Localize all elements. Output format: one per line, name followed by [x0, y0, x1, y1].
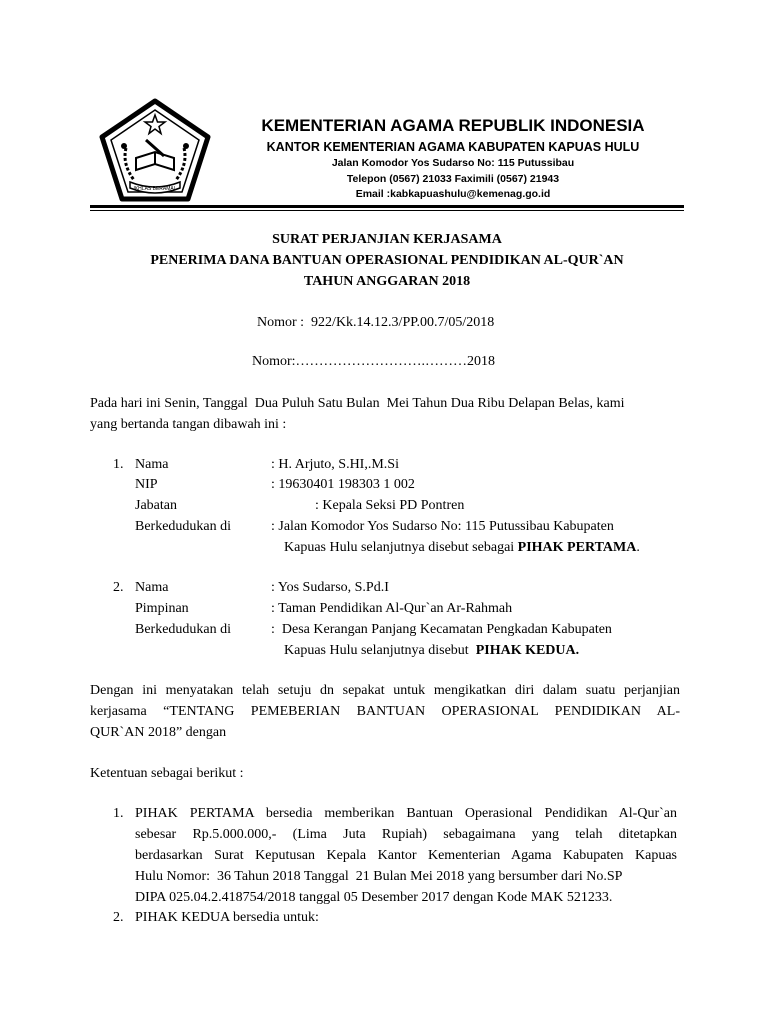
office-address: Jalan Komodor Yos Sudarso No: 115 Putussibau: [331, 157, 575, 169]
party-one-position-value: : Kepala Seksi PD Pontren: [315, 498, 465, 513]
provision-1-line-2: sebesar Rp.5.000.000,- (Lima Juta Rupiah) sebagaimana yang telah ditetapkan: [135, 827, 677, 842]
party-two-leader-label: Pimpinan: [135, 601, 189, 616]
intro-line-2: yang bertanda tangan dibawah ini :: [90, 417, 287, 432]
party-two-location-value: : Desa Kerangan Panjang Kecamatan Pengkadan Kabupaten: [271, 622, 612, 637]
statement-line-1: Dengan ini menyatakan telah setuju dn sepakat untuk mengikatkan diri dalam suatu perjanjian: [90, 683, 680, 698]
party-one-number: 1.: [113, 457, 124, 472]
party-two-role: PIHAK KEDUA.: [475, 643, 580, 658]
provision-1-line-4: Hulu Nomor: 36 Tahun 2018 Tanggal 21 Bulan Mei 2018 yang bersumber dari No.SP: [135, 869, 623, 884]
title-line-3: TAHUN ANGGARAN 2018: [303, 274, 471, 289]
letterhead-rule-thin: [90, 210, 684, 211]
party-one-position-label: Jabatan: [135, 498, 177, 513]
letterhead-rule-thick: [90, 205, 684, 208]
provision-1-line-1: PIHAK PERTAMA bersedia memberikan Bantuan Operasional Pendidikan Al-Qur`an: [135, 806, 677, 821]
title-line-1: SURAT PERJANJIAN KERJASAMA: [272, 232, 502, 247]
party-one-role: PIHAK PERTAMA: [517, 540, 637, 555]
party-two-designation-text: Kapuas Hulu selanjutnya disebut: [284, 643, 476, 658]
office-phone: Telepon (0567) 21033 Faximili (0567) 21943: [346, 173, 560, 185]
party-one-name-value: : H. Arjuto, S.HI,.M.Si: [271, 457, 399, 472]
party-two-name-label: Nama: [135, 580, 169, 595]
party-two-location-label: Berkedudukan di: [135, 622, 232, 637]
party-one-location-continued: [284, 537, 640, 559]
provision-1-line-5: DIPA 025.04.2.418754/2018 tanggal 05 Desember 2017 dengan Kode MAK 521233.: [135, 890, 613, 905]
party-one-designation-text: Kapuas Hulu selanjutnya disebut sebagai: [284, 540, 518, 555]
office-name: KANTOR KEMENTERIAN AGAMA KABUPATEN KAPUAS HULU: [266, 140, 640, 154]
provisions-heading: Ketentuan sebagai berikut :: [90, 766, 244, 781]
statement-line-3: QUR`AN 2018” dengan: [90, 725, 227, 740]
party-two-number: 2.: [113, 580, 124, 595]
party-one-name-label: Nama: [135, 457, 169, 472]
ministry-emblem-logo: [96, 96, 214, 204]
document-number-blank: Nomor:……………………….………2018: [252, 354, 496, 369]
party-one-location-label: Berkedudukan di: [135, 519, 232, 534]
provision-1-number: 1.: [113, 806, 124, 821]
title-line-2: PENERIMA DANA BANTUAN OPERASIONAL PENDIDIKAN AL-QUR`AN: [150, 253, 624, 268]
statement-line-2: kerjasama “TENTANG PEMEBERIAN BANTUAN OPERASIONAL PENDIDIKAN AL-: [90, 704, 680, 719]
party-one-nip-label: NIP: [135, 477, 158, 492]
provision-1-line-3: berdasarkan Surat Keputusan Kepala Kantor Kementerian Agama Kabupaten Kapuas: [135, 848, 677, 863]
office-email: Email :kabkapuashulu@kemenag.go.id: [355, 188, 551, 200]
emblem-motto: IKHLAS BERAMAL: [133, 186, 177, 192]
party-one-role-end: .: [636, 540, 640, 555]
party-one-nip-value: : 19630401 198303 1 002: [271, 477, 415, 492]
document-number: Nomor : 922/Kk.14.12.3/PP.00.7/05/2018: [257, 315, 495, 330]
ministry-name: KEMENTERIAN AGAMA REPUBLIK INDONESIA: [261, 116, 645, 135]
party-two-location-continued: [284, 640, 579, 662]
party-two-leader-value: : Taman Pendidikan Al-Qur`an Ar-Rahmah: [271, 601, 513, 616]
party-one-location-value: : Jalan Komodor Yos Sudarso No: 115 Putussibau Kabupaten: [271, 519, 614, 534]
intro-line-1: Pada hari ini Senin, Tanggal Dua Puluh Satu Bulan Mei Tahun Dua Ribu Delapan Belas, kami: [90, 396, 625, 411]
provision-2-number: 2.: [113, 910, 124, 925]
party-two-name-value: : Yos Sudarso, S.Pd.I: [271, 580, 389, 595]
provision-2-text: PIHAK KEDUA bersedia untuk:: [135, 910, 319, 925]
